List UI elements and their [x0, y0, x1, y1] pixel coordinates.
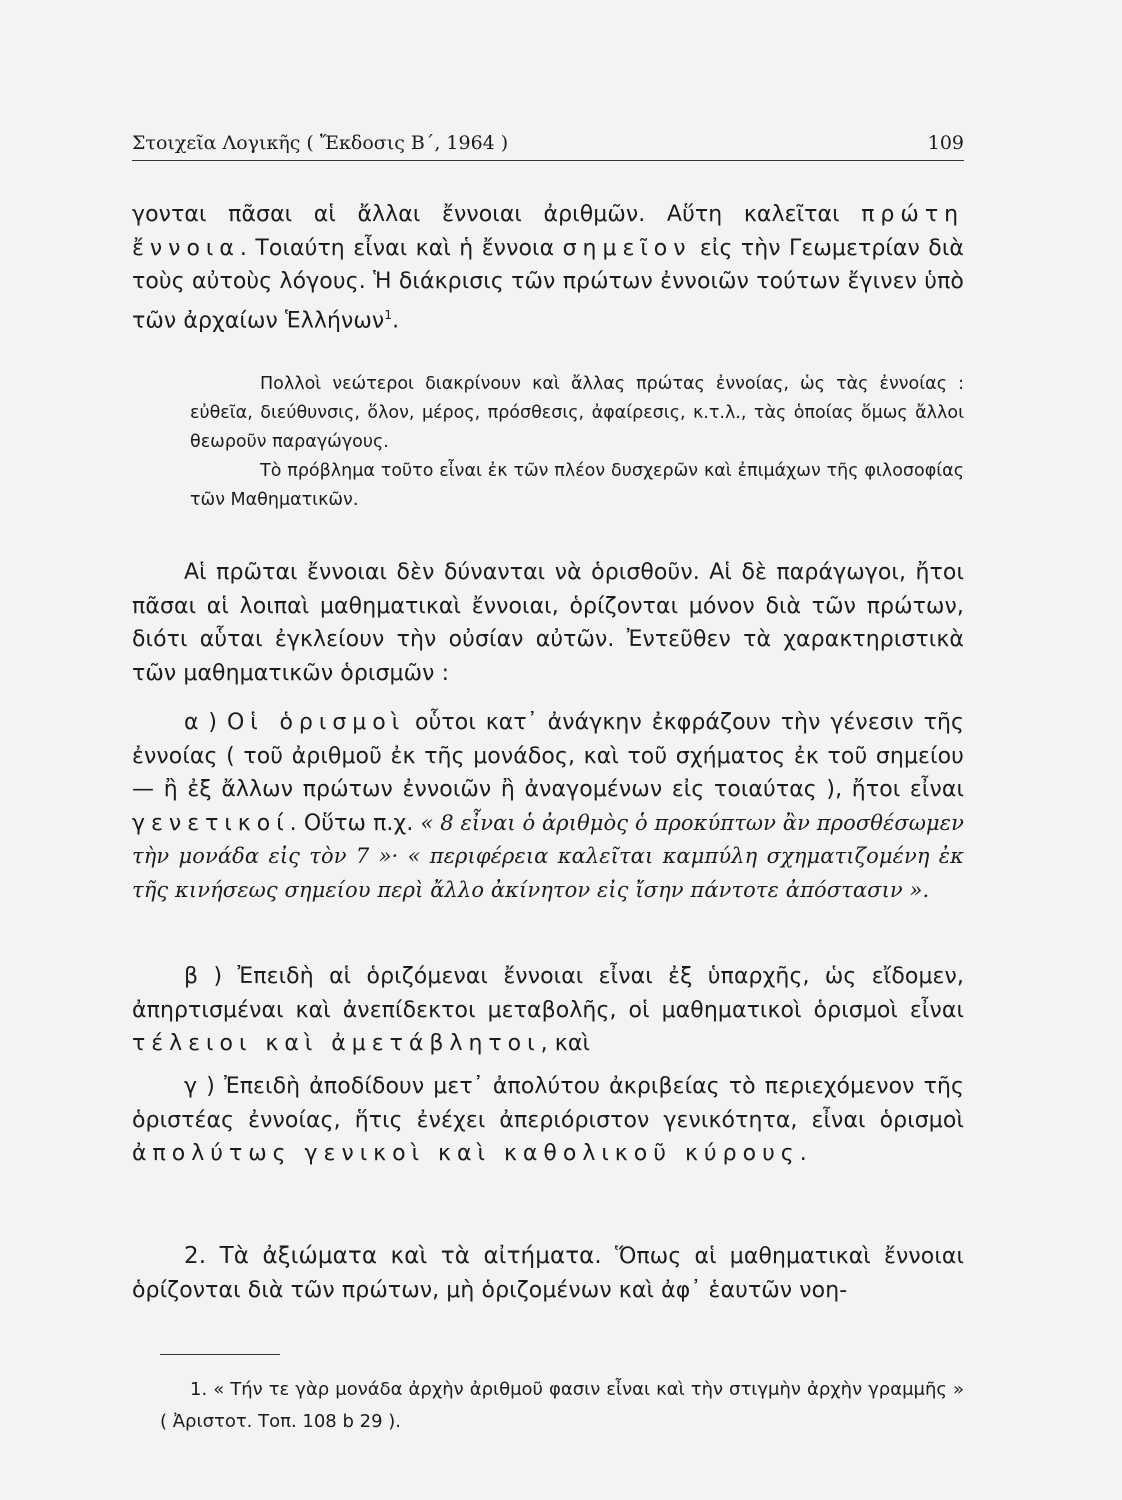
running-title: Στοιχεῖα Λογικῆς ( Ἔκδοσις Β΄, 1964 ): [132, 132, 509, 154]
footnote-text: 1. « Τήν τε γὰρ μονάδα ἀρχὴν ἀριθμοῦ φασιν εἶναι καὶ τὴν στιγμὴν ἀρχὴν γραμμῆς » ( Ἀριστοτ. Τοπ. 108 b 29 ).: [160, 1379, 964, 1432]
item-label: α ): [184, 710, 218, 735]
text-run: Ἐπειδὴ αἱ ὁριζόμεναι ἔννοιαι εἶναι ἐξ ὑπαρχῆς, ὡς εἴδομεν, ἀπηρτισμέναι καὶ ἀνεπίδεκτοι μεταβολῆς, οἱ μαθηματικοὶ ὁρισμοὶ εἶναι: [132, 964, 965, 1023]
text-run: . Οὕτω π.χ.: [289, 810, 414, 836]
paragraph-text: [132, 960, 964, 1061]
paragraph-text: [132, 1070, 964, 1171]
running-header: [132, 126, 964, 156]
section-heading: 2. Τὰ ἀξιώματα καὶ τὰ αἰτήματα.: [184, 1243, 602, 1269]
note-paragraph: Πολλοὶ νεώτεροι διακρίνουν καὶ ἄλλας πρώτας ἐννοίας, ὡς τὰς ἐννοίας : εὐθεῖα, διεύθυνσις, ὅλον, μέρος, πρόσθεσις, ἀφαίρεσις, κ.τ.λ., τὰς ὁποίας ὅμως ἄλλοι θεωροῦν παραγώγους.: [190, 374, 964, 452]
text-run: εἰς τὴν Γεωμετρίαν διὰ τοὺς αὐτοὺς λόγους. Ἡ διάκρισις τῶν πρώτων ἐννοιῶν τούτων ἔγινεν ὑπὸ τῶν ἀρχαίων Ἑλλήνων: [132, 235, 965, 333]
footnote-reference[interactable]: 1: [384, 307, 393, 322]
spaced-term: τέλειοι καὶ ἀμετάβλητοι: [132, 1031, 541, 1056]
paragraph-first-notions: [132, 198, 964, 337]
text-run: . Τοιαύτη εἶναι καὶ ἡ ἔννοια: [239, 235, 555, 261]
italic-quote: « 8 εἶναι ὁ ἀριθμὸς ὁ προκύπτων ἂν προσθέσωμεν τὴν μονάδα εἰς τὸν 7 »· « περιφέρεια καλεῖται καμπύλη σχηματιζομένη ἐκ τῆς κινήσεως σημείου περὶ ἄλλο ἀκίνητον εἰς ἴσην πάντοτε ἀπόστασιν ».: [132, 810, 965, 902]
spaced-term: σημεῖον: [562, 235, 692, 261]
list-item-b: [132, 960, 964, 1061]
list-item-a: [132, 706, 964, 907]
paragraph-text: [132, 706, 964, 907]
header-rule: [132, 160, 964, 161]
paragraph-text: [132, 1240, 964, 1307]
paragraph-derived-notions: [132, 556, 964, 690]
text-run: οὗτοι κατ᾽ ἀνάγκην ἐκφράζουν τὴν γένεσιν τῆς ἐννοίας ( τοῦ ἀριθμοῦ ἐκ τῆς μονάδος, καὶ τοῦ σχήματος ἐκ τοῦ σημείου — ἢ ἐξ ἄλλων πρώτων ἐννοιῶν ἢ ἀναγομένων εἰς τοιαύτας ), ἤτοι εἶναι: [132, 710, 965, 802]
spaced-term: ἀπολύτως γενικοὶ καὶ καθολικοῦ κύρους: [132, 1141, 800, 1166]
list-item-c: [132, 1070, 964, 1171]
text-run: .: [392, 307, 400, 333]
footnote: [160, 1374, 964, 1438]
footnote-rule: [160, 1354, 280, 1355]
small-print-note: [190, 370, 964, 515]
text-run: Ἐπειδὴ ἀποδίδουν μετ᾽ ἀπολύτου ἀκριβείας τὸ περιεχόμενον τῆς ὁριστέας ἐννοίας, ἥτις ἐνέχει ἀπεριόριστον γενικότητα, εἶναι ὁρισμοὶ: [132, 1074, 965, 1133]
paragraph-text: Αἱ πρῶται ἔννοιαι δὲν δύνανται νὰ ὁρισθοῦν. Αἱ δὲ παράγωγοι, ἤτοι πᾶσαι αἱ λοιπαὶ μαθηματικαὶ ἔννοιαι, ὁρίζονται μόνον διὰ τῶν πρώτων, διότι αὗται ἐγκλείουν τὴν οὐσίαν αὐτῶν. Ἐντεῦθεν τὰ χαρακτηριστικὰ τῶν μαθηματικῶν ὁρισμῶν :: [132, 560, 964, 686]
text-run: .: [799, 1141, 807, 1166]
spaced-term: Οἱ ὁρισμοὶ: [226, 710, 406, 735]
spaced-term: πρώτη ἔννοια: [132, 202, 965, 261]
note-paragraph: Τὸ πρόβλημα τοῦτο εἶναι ἐκ τῶν πλέον δυσχερῶν καὶ ἐπιμάχων τῆς φιλοσοφίας τῶν Μαθηματικῶν.: [190, 461, 964, 510]
item-label: β ): [184, 964, 223, 989]
section-axioms: [132, 1240, 964, 1307]
paragraph-text: [132, 198, 964, 337]
text-run: Ὅπως αἱ μαθηματικαὶ ἔννοιαι ὁρίζονται διὰ τῶν πρώτων, μὴ ὁριζομένων καὶ ἀφ᾽ ἑαυτῶν νοη-: [132, 1244, 965, 1303]
spaced-term: γενετικοί: [132, 810, 290, 836]
item-label: γ ): [184, 1074, 215, 1099]
text-run: γονται πᾶσαι αἱ ἄλλαι ἔννοιαι ἀριθμῶν. Αὕτη καλεῖται: [132, 202, 840, 227]
page-number: 109: [927, 132, 964, 154]
text-run: , καὶ: [540, 1031, 590, 1056]
